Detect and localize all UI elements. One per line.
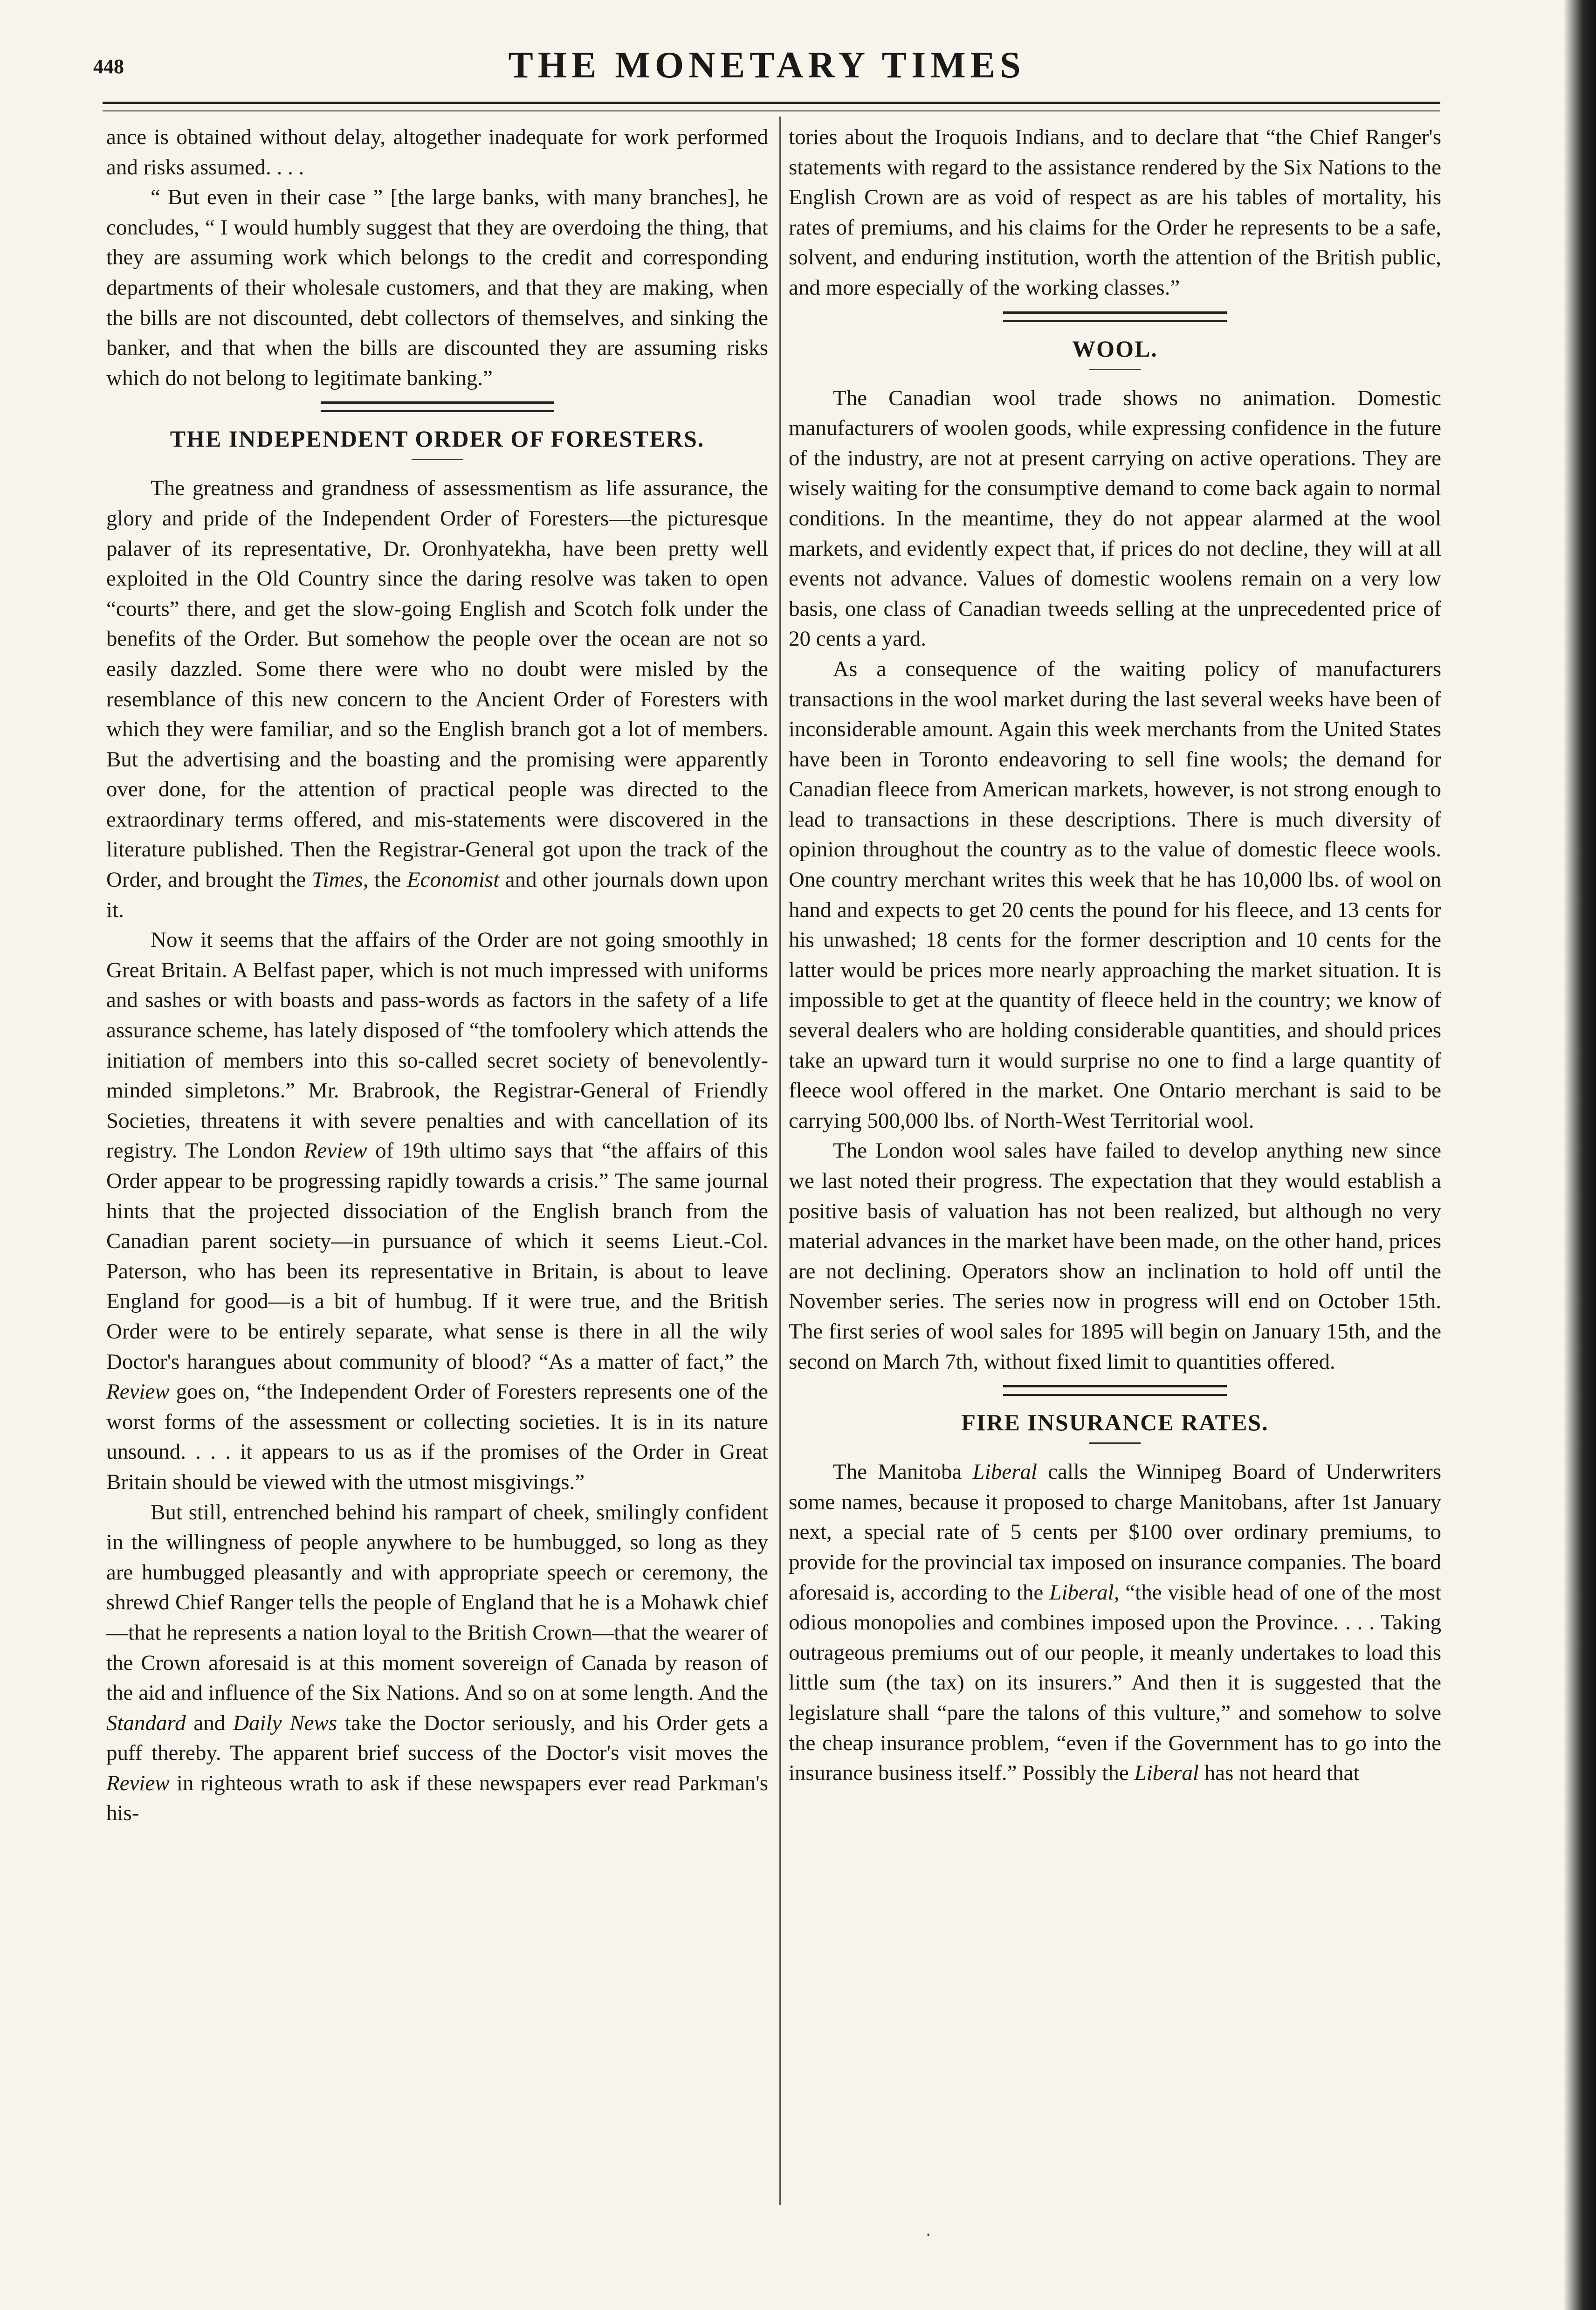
paragraph: Now it seems that the affairs of the Order are not going smoothly in Great Britain. A Belfast paper, which is not much impressed with uniforms and sashes or with boasts and pass-words as factors in the safety of a life assurance scheme, has lately disposed of “the tomfoolery which attends the initiation of members into this so-called secret society of benevolently-minded simpletons.” Mr. Brabrook, the Registrar-General of Friendly Societies, threatens it with severe penalties and with cancellation of its registry. The London Review of 19th ultimo says that “the affairs of this Order appear to be progressing rapidly towards a crisis.” The same journal hints that the projected dissociation of the English branch from the Canadian parent society—in pursuance of which it seems Lieut.-Col. Paterson, who has been its representative in Britain, is about to leave England for good—is a bit of humbug. If it were true, and the British Order were to be entirely separate, what sense is there in all the wily Doctor's harangues about community of blood? “As a matter of fact,” the Review goes on, “the Independent Order of Foresters represents one of the worst forms of the assessment or collecting societies. It is in its nature unsound. . . . it appears to us as if the promises of the Order in Great Britain should be viewed with the utmost misgivings.” xyxy=(106,928,769,1494)
journal-title: Liberal xyxy=(972,1460,1037,1484)
journal-title: Daily News xyxy=(233,1710,337,1735)
paragraph: The Canadian wool trade shows no animation. Domestic manufacturers of woolen goods, while expressing confidence in the future of the industry, are not at present carrying on active operations. They are wisely waiting for the consumptive demand to come back again to normal conditions. In the meantime, they do not appear alarmed at the wool markets, and evidently expect that, if prices do not decline, they will at all events not advance. Values of domestic woolens remain on a very low basis, one class of Canadian tweeds selling at the unprecedented price of 20 cents a yard. xyxy=(789,386,1441,651)
journal-title: Review xyxy=(106,1771,170,1795)
page-number: 448 xyxy=(93,55,124,78)
column-divider xyxy=(779,117,781,2205)
journal-title: Liberal xyxy=(1134,1761,1199,1786)
paragraph: The greatness and grandness of assessmentism as life assurance, the glory and pride of the Independent Order of Foresters—the picturesque palaver of its representative, Dr. Oronhyatekha, have been pretty well exploited in the Old Country since the daring resolve was taken to open “courts” there, and get the slow-going English and Scotch folk under the benefits of the Order. But somehow the people over the ocean are not so easily dazzled. Some there were who no doubt were misled by the resemblance of this new concern to the Ancient Order of Foresters with which they were familiar, and so the English branch got a lot of members. But the advertising and the boasting and the promising were apparently over done, for the attention of practical people was directed to the extraordinary terms offered, and mis-statements were discovered in the literature published. Then the Registrar-General got upon the track of the Order, and brought the Times, the Economist and other journals down upon it. xyxy=(106,476,769,922)
paragraph: “ But even in their case ” [the large banks, with many branches], he concludes, “ I would humbly suggest that they are overdoing the thing, that they are assuming work which belongs to the credit and corresponding departments of their wholesale customers, and that they are making, when the bills are not discounted, debt collectors of themselves, and sinking the banker, and that when the bills are discounted they are assuming risks which do not belong to legitimate banking.” xyxy=(106,185,768,390)
left-column xyxy=(106,122,768,1828)
continued-paragraph: ance is obtained without delay, altogether inadequate for work performed and risks assumed. . . . xyxy=(106,125,768,179)
section-separator xyxy=(1003,311,1227,322)
journal-title: Review xyxy=(106,1379,170,1404)
journal-title: Economist xyxy=(406,868,500,892)
heading-rule xyxy=(412,459,463,460)
right-column xyxy=(789,122,1441,1788)
section-heading-fire-insurance: FIRE INSURANCE RATES. xyxy=(961,1409,1269,1436)
page-edge-shadow xyxy=(1563,0,1596,2310)
paragraph: The London wool sales have failed to develop anything new since we last noted their progress. The expectation that they would establish a positive basis of valuation has not been realized, but although no very material advances in the market have been made, on the other hand, prices are not declining. Operators show an inclination to hold off until the November series. The series now in progress will end on October 15th. The first series of wool sales for 1895 will begin on January 15th, and the second on March 7th, without fixed limit to quantities offered. xyxy=(789,1138,1441,1374)
section-separator xyxy=(321,401,554,412)
masthead-title: THE MONETARY TIMES xyxy=(508,45,1025,86)
paragraph: But still, entrenched behind his rampart of cheek, smilingly confident in the willingness of people anywhere to be humbugged, so long as they are humbugged pleasantly and with appropriate speech or ceremony, the shrewd Chief Ranger tells the people of England that he is a Mohawk chief—that he represents a nation loyal to the British Crown—that the wearer of the Crown aforesaid is at this moment sovereign of Canada by reason of the aid and influence of the Six Nations. And so on at some length. And the Standard and Daily News take the Doctor seriously, and his Order gets a puff thereby. The apparent brief success of the Doctor's visit moves the Review in righteous wrath to ask if these newspapers ever read Parkman's his- xyxy=(106,1500,769,1826)
section-heading-wool: WOOL. xyxy=(1072,335,1158,362)
header-rule xyxy=(103,102,1440,111)
paragraph: As a consequence of the waiting policy of manufacturers transactions in the wool market during the last several weeks have been of inconsiderable amount. Again this week merchants from the United States have been in Toronto endeavoring to sell fine wools; the demand for Canadian fleece from American markets, however, is not strong enough to lead to transactions in these descriptions. There is much diversity of opinion throughout the country as to the value of domestic fleece wools. One country merchant writes this week that he has 10,000 lbs. of wool on hand and expects to get 20 cents the pound for his fleece, and 13 cents for his unwashed; 18 cents for the former description and 10 cents for the latter would be prices more nearly approaching the market situation. It is impossible to get at the quantity of fleece held in the country; we know of several dealers who are holding considerable quantities, and should prices take an upward turn it would surprise no one to find a large quantity of fleece wool offered in the market. One Ontario merchant is said to be carrying 500,000 lbs. of North-West Territorial wool. xyxy=(789,656,1441,1133)
journal-title: Review xyxy=(303,1138,367,1163)
journal-title: Standard xyxy=(106,1710,186,1735)
heading-rule xyxy=(1089,369,1141,370)
section-separator xyxy=(1003,1385,1227,1396)
print-mark: · xyxy=(925,2224,932,2245)
section-heading-foresters: THE INDEPENDENT ORDER OF FORESTERS. xyxy=(170,426,705,452)
paragraph: The Manitoba Liberal calls the Winnipeg Board of Underwriters some names, because it proposed to charge Manitobans, after 1st January next, a special rate of 5 cents per $100 over ordinary premiums, to provide for the provincial tax imposed on insurance companies. The board aforesaid is, according to the Liberal, “the visible head of one of the most odious monopolies and combines imposed upon the Province. . . . Taking outrageous premiums out of our people, it meanly undertakes to load this little sum (the tax) on its insurers.” And then it is suggested that the legislature shall “pare the talons of this vulture,” and somehow to solve the cheap insurance problem, “even if the Government has to go into the insurance business itself.” Possibly the Liberal has not heard that xyxy=(789,1460,1442,1786)
journal-title: Times, xyxy=(311,868,369,892)
journal-title: Liberal, xyxy=(1049,1580,1120,1605)
heading-rule xyxy=(1089,1442,1141,1444)
continued-paragraph: tories about the Iroquois Indians, and to declare that “the Chief Ranger's statements with regard to the assistance rendered by the Six Nations to the English Crown are as void of respect as are his tables of mortality, his rates of premiums, and his claims for the Order he represents to be a safe, solvent, and enduring institution, worth the attention of the British public, and more especially of the working classes.” xyxy=(789,125,1441,300)
page-header xyxy=(93,44,1440,96)
